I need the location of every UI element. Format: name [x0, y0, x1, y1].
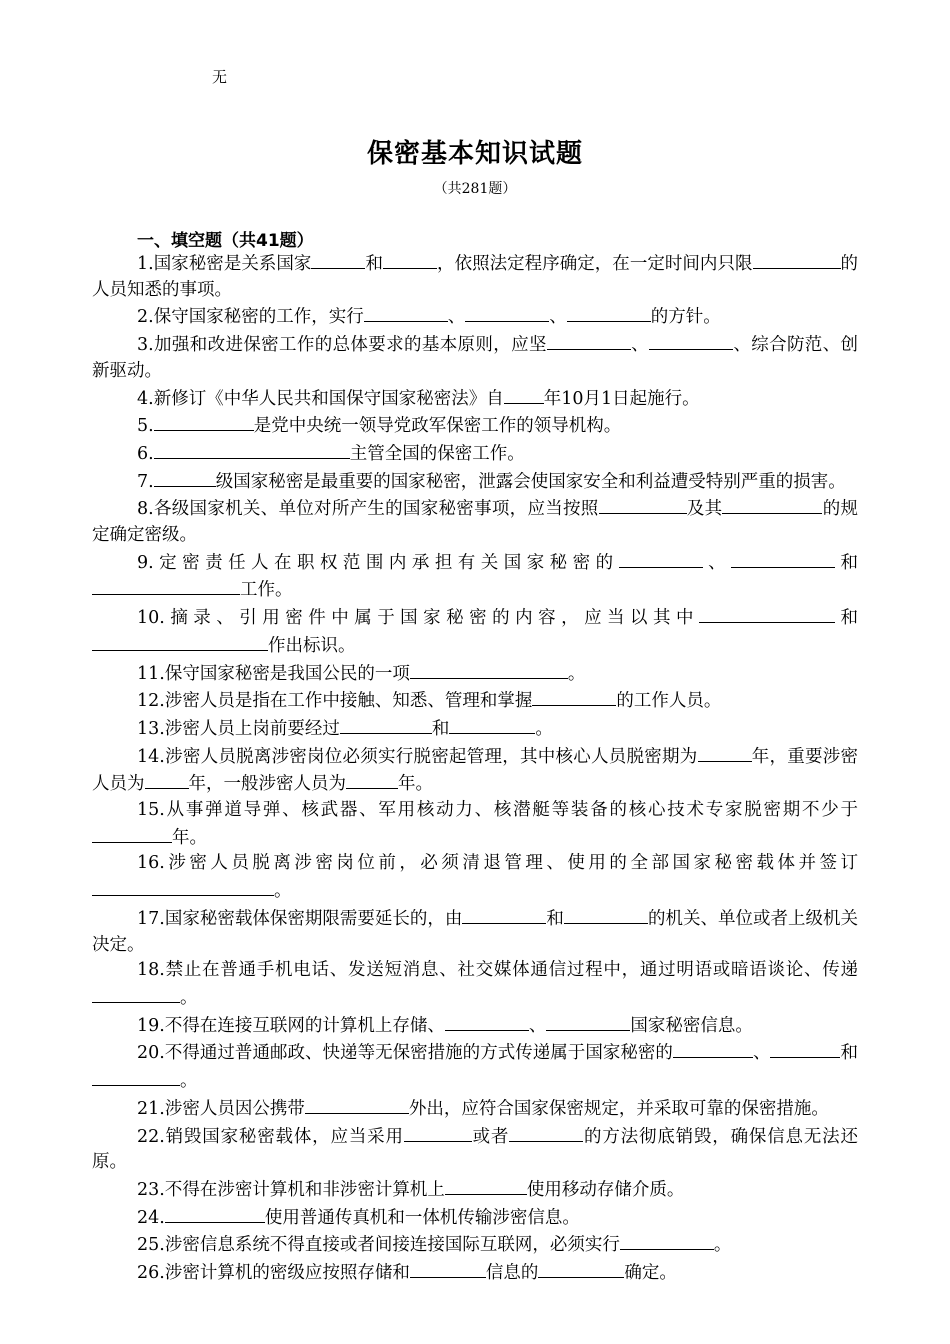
answer-blank [305, 1095, 409, 1114]
question-item [92, 604, 858, 659]
question-text: 8.各级国家机关、单位对所产生的国家秘密事项，应当按照 [137, 499, 599, 520]
question-text: 16.涉密人员脱离涉密岗位前，必须清退管理、使用的全部国家秘密载体并签订 [137, 853, 858, 874]
question-text: 。 [567, 663, 586, 684]
answer-blank [92, 632, 268, 651]
answer-blank [410, 660, 568, 679]
answer-blank [673, 1039, 753, 1058]
question-text: 1.国家秘密是关系国家 [137, 254, 312, 274]
question-text: 和 [546, 908, 564, 929]
answer-blank [770, 1039, 840, 1058]
answer-blank [311, 250, 365, 269]
question-item [92, 1231, 858, 1259]
question-text: 21.涉密人员因公携带 [137, 1098, 305, 1119]
answer-blank [154, 412, 254, 431]
question-text: 。 [713, 1235, 732, 1256]
question-text: 14.涉密人员脱离涉密岗位必须实行脱密起管理，其中核心人员脱密期为 [137, 746, 698, 767]
answer-blank [547, 331, 631, 350]
question-text: 6. [137, 443, 154, 464]
question-text: 使用移动存储介质。 [526, 1179, 685, 1200]
question-text: 使用普通传真机和一体机传输涉密信息。 [264, 1207, 580, 1228]
question-text: 年，一般涉密人员为 [188, 774, 346, 795]
answer-blank [383, 250, 437, 269]
question-text: 的人员知悉的事项。 [92, 254, 859, 300]
question-text: 的机关、单位或者上级机关决定。 [92, 908, 858, 955]
question-text: ，依照法定程序确定，在一定时间内只限 [437, 254, 753, 274]
question-text: 4.新修订《中华人民共和国保守国家秘密法》自 [137, 388, 504, 409]
question-text: 10.摘录、引用密件中属于国家秘密的内容，应当以其中 [137, 608, 699, 629]
question-item [92, 1039, 858, 1094]
answer-blank [509, 1123, 583, 1142]
question-item [92, 1095, 858, 1123]
question-item [92, 1123, 858, 1176]
answer-blank [753, 250, 841, 269]
question-text: 。 [274, 881, 292, 902]
answer-blank [504, 385, 544, 404]
question-text: 。 [180, 987, 198, 1008]
question-text: 15.从事弹道导弹、核武器、军用核动力、核潜艇等装备的核心技术专家脱密期不少于 [137, 800, 858, 821]
answer-blank [619, 549, 703, 568]
answer-blank [449, 715, 535, 734]
answer-blank [538, 1259, 624, 1278]
question-text: 22.销毁国家秘密载体，应当采用 [137, 1126, 404, 1147]
question-text: 和 [835, 552, 859, 573]
answer-blank [346, 770, 398, 789]
page-header-text: 无 [212, 68, 228, 86]
question-text: 或者 [471, 1126, 510, 1147]
question-text: 国家秘密信息。 [630, 1015, 753, 1036]
answer-blank [599, 495, 687, 514]
question-text: 外出，应符合国家保密规定，并采取可靠的保密措施。 [408, 1098, 829, 1119]
answer-blank [445, 1012, 529, 1031]
answer-blank [92, 1067, 180, 1086]
question-item [92, 715, 858, 743]
question-text: 24. [137, 1207, 165, 1228]
answer-blank [410, 1259, 486, 1278]
question-text: 、 [528, 1015, 547, 1036]
question-text: 和 [431, 718, 450, 739]
question-item [92, 1176, 858, 1204]
question-item [92, 385, 858, 413]
question-item [92, 549, 858, 604]
answer-blank [462, 905, 546, 924]
answer-blank [445, 1176, 527, 1195]
question-text: 确定。 [624, 1263, 677, 1284]
answer-blank [92, 824, 172, 843]
question-text: 17.国家秘密载体保密期限需要延长的，由 [137, 908, 463, 929]
question-list [92, 250, 858, 1287]
answer-blank [722, 495, 822, 514]
answer-blank [698, 743, 752, 762]
answer-blank [165, 1204, 265, 1223]
question-item [92, 412, 858, 440]
question-item [92, 440, 858, 468]
question-text: 年。 [398, 774, 433, 795]
question-text: 是党中央统一领导党政军保密工作的领导机构。 [253, 416, 622, 437]
question-text: 9.定密责任人在职权范围内承担有关国家秘密的 [137, 552, 619, 573]
question-text: 18.禁止在普通手机电话、发送短消息、社交媒体通信过程中，通过明语或暗语谈论、传递 [137, 960, 858, 981]
question-text: 信息的 [485, 1263, 539, 1284]
answer-blank [92, 877, 274, 896]
question-text: 的方法彻底销毁，确保信息无法还原。 [92, 1126, 858, 1173]
question-text: 的工作人员。 [616, 691, 722, 712]
question-text: 25.涉密信息系统不得直接或者间接连接国际互联网，必须实行 [137, 1235, 620, 1256]
question-item [92, 851, 858, 904]
question-text: 20.不得通过普通邮政、快递等无保密措施的方式传递属于国家秘密的 [137, 1043, 673, 1064]
question-text: 。 [535, 718, 553, 739]
question-text: 、 [549, 307, 567, 328]
answer-blank [92, 576, 240, 595]
question-text: 的方针。 [650, 307, 721, 328]
question-text: 5. [137, 416, 154, 437]
answer-blank [404, 1123, 472, 1142]
question-text: 工作。 [240, 580, 293, 601]
question-item [92, 905, 858, 958]
question-item [92, 303, 858, 331]
question-item [92, 1012, 858, 1040]
question-text: 作出标识。 [268, 635, 356, 656]
answer-blank [465, 303, 549, 322]
question-text: 年10月1日起施行。 [543, 388, 700, 409]
answer-blank [620, 1231, 714, 1250]
question-text: 和 [840, 1043, 859, 1064]
question-text: 和 [835, 608, 858, 629]
answer-blank [567, 303, 651, 322]
answer-blank [699, 604, 835, 623]
question-text: 和 [365, 254, 384, 274]
question-text: 的规定确定密级。 [92, 499, 859, 546]
question-text: 、 [752, 1043, 771, 1064]
question-text: 、 [447, 307, 466, 328]
question-text: 7. [137, 471, 154, 492]
question-text: 、 [630, 335, 650, 356]
question-item [92, 1259, 858, 1287]
question-text: 、 [702, 552, 732, 573]
answer-blank [145, 770, 189, 789]
answer-blank [364, 303, 448, 322]
section-heading: 一、填空题（共41题） [137, 231, 314, 251]
question-item [92, 495, 858, 548]
answer-blank [154, 440, 350, 459]
question-text: 2.保守国家秘密的工作，实行 [137, 307, 364, 328]
question-text: 年，重要涉密人员为 [92, 746, 858, 795]
question-text: 19.不得在连接互联网的计算机上存储、 [137, 1015, 445, 1036]
question-item [92, 743, 858, 798]
question-text: 、综合防范、创新驱动。 [92, 335, 859, 381]
answer-blank [92, 984, 180, 1003]
question-item [92, 660, 858, 688]
question-text: 及其 [686, 499, 723, 520]
answer-blank [546, 1012, 630, 1031]
document-subtitle: （共281题） [433, 181, 517, 197]
question-item [92, 331, 858, 384]
question-text: 13.涉密人员上岗前要经过 [137, 718, 340, 739]
question-text: 年。 [172, 827, 207, 848]
question-text: 26.涉密计算机的密级应按照存储和 [137, 1263, 410, 1284]
answer-blank [154, 468, 216, 487]
answer-blank [532, 687, 616, 706]
question-text: 23.不得在涉密计算机和非涉密计算机上 [137, 1179, 445, 1200]
question-item [92, 468, 858, 496]
answer-blank [731, 549, 835, 568]
question-text: 3.加强和改进保密工作的总体要求的基本原则，应坚 [137, 335, 547, 356]
answer-blank [649, 331, 733, 350]
document-title: 保密基本知识试题 [366, 139, 583, 169]
question-item [92, 250, 858, 303]
question-item [92, 1204, 858, 1232]
answer-blank [340, 715, 432, 734]
question-text: 11.保守国家秘密是我国公民的一项 [137, 663, 410, 684]
answer-blank [564, 905, 648, 924]
question-text: 。 [180, 1071, 198, 1092]
question-text: 12.涉密人员是指在工作中接触、知悉、管理和掌握 [137, 691, 533, 712]
question-text: 主管全国的保密工作。 [349, 443, 525, 464]
question-item [92, 687, 858, 715]
question-item [92, 798, 858, 851]
question-text: 级国家秘密是最重要的国家秘密，泄露会使国家安全和利益遭受特别严重的损害。 [215, 471, 846, 492]
question-item [92, 958, 858, 1011]
